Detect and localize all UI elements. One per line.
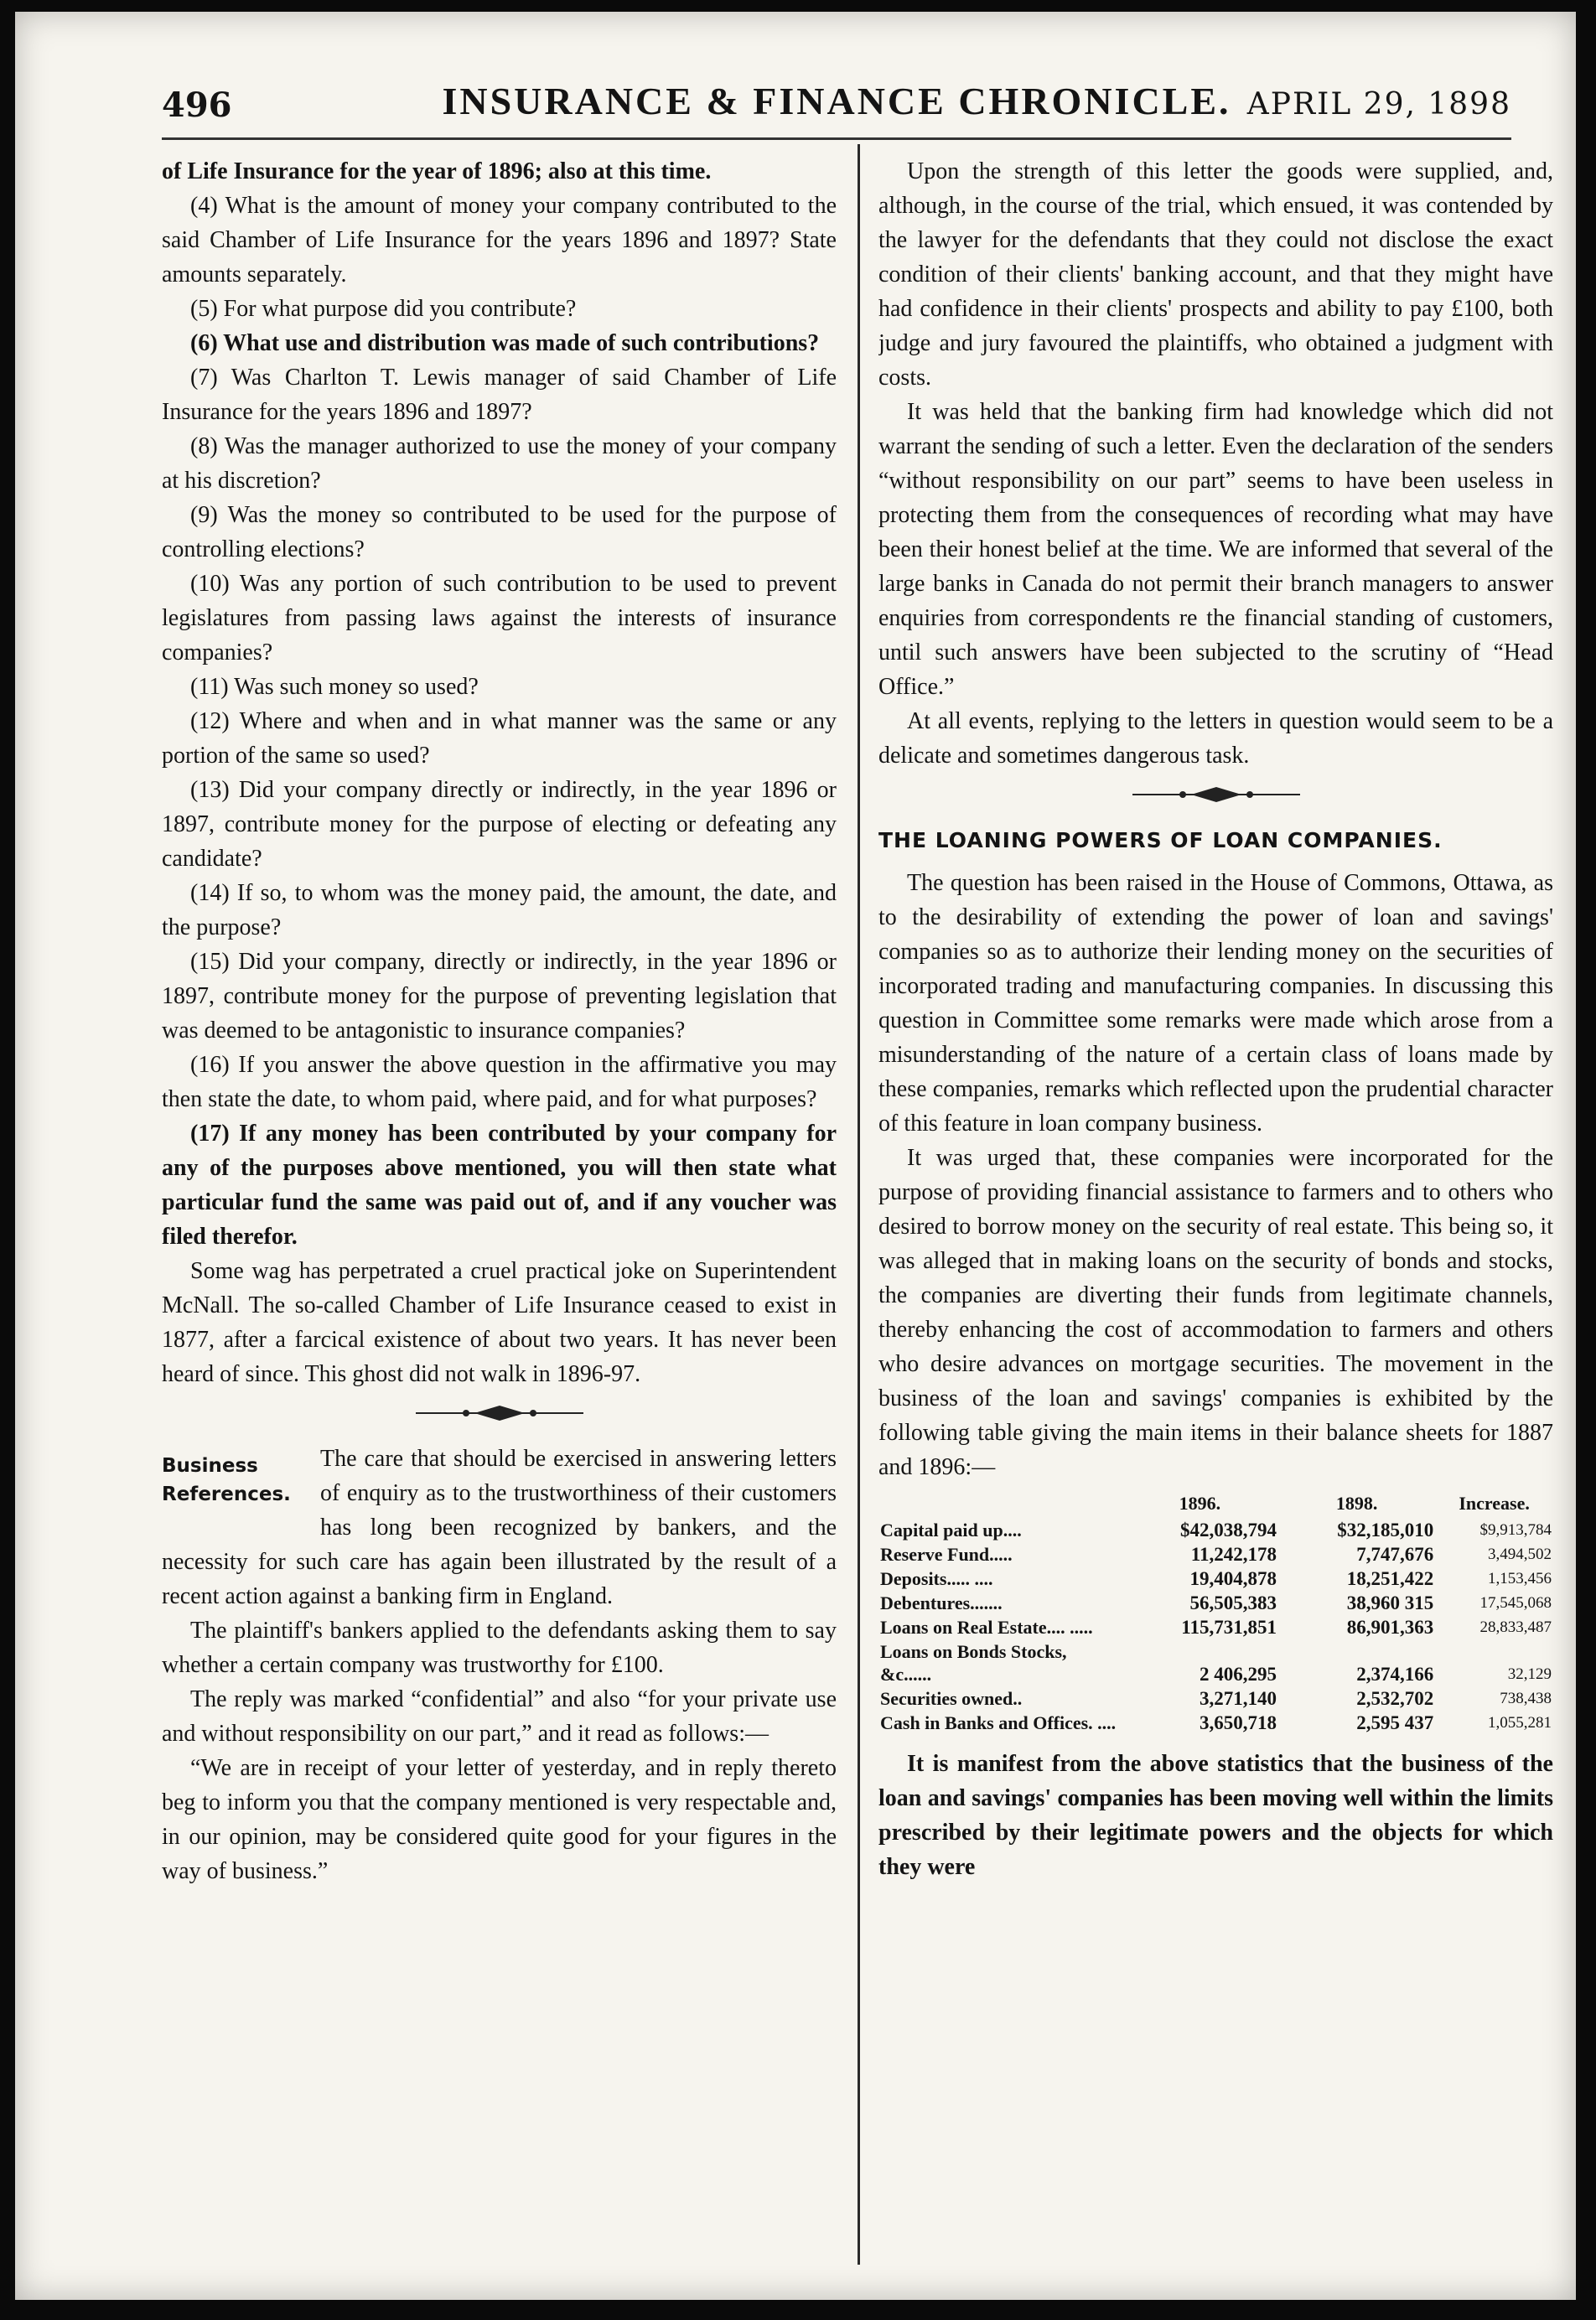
- balance-sheet-table: [878, 1491, 1553, 1735]
- header-rule: [162, 137, 1511, 140]
- cell-1896: 115,731,851: [1181, 1617, 1277, 1638]
- cell-1898: 7,747,676: [1356, 1544, 1434, 1565]
- table-row: [878, 1639, 1553, 1686]
- cell-increase: 3,494,502: [1488, 1546, 1552, 1563]
- question-10: (10) Was any portion of such contribution to be used to prevent legislatures from passing laws against the interests of insurance companies?: [162, 571, 837, 665]
- cell-1896: 11,242,178: [1190, 1544, 1277, 1565]
- question-9: (9) Was the money so contributed to be used for the purpose of controlling elections?: [162, 502, 837, 562]
- row-label: Securities owned..: [880, 1688, 1023, 1709]
- row-label: Deposits..... ....: [880, 1568, 993, 1589]
- question-14: (14) If so, to whom was the money paid, the amount, the date, and the purpose?: [162, 880, 837, 940]
- cell-increase: 1,153,456: [1488, 1570, 1552, 1587]
- table-row: [878, 1591, 1553, 1615]
- cell-1898: 18,251,422: [1346, 1568, 1434, 1589]
- running-title: INSURANCE & FINANCE CHRONICLE.: [442, 80, 1231, 122]
- cell-1898: $32,185,010: [1337, 1520, 1434, 1541]
- side-heading: [162, 1452, 308, 1509]
- paragraph: It is manifest from the above statistics that the business of the loan and savings' companies has been moving well within the limits prescribed by their legitimate powers and the objects for which they were: [878, 1751, 1553, 1880]
- row-label: Loans on Real Estate.... .....: [880, 1617, 1093, 1638]
- cell-increase: 32,129: [1507, 1665, 1552, 1683]
- table-header: 1896.: [1179, 1493, 1221, 1514]
- question-5: (5) For what purpose did you contribute?: [190, 296, 577, 322]
- table-header: 1898.: [1335, 1493, 1378, 1514]
- issue-date: APRIL 29, 1898: [1246, 87, 1511, 122]
- paragraph: At all events, replying to the letters in question would seem to be a delicate and sometimes dangerous task.: [878, 708, 1553, 769]
- cell-1898: 2,532,702: [1356, 1688, 1434, 1709]
- question-8: (8) Was the manager authorized to use the money of your company at his discretion?: [162, 433, 837, 494]
- side-heading-line-1: Business: [162, 1455, 258, 1477]
- question-13: (13) Did your company directly or indirectly, in the year 1896 or 1897, contribute money for the purpose of electing or defeating any candidate?: [162, 777, 837, 872]
- cell-1896: 56,505,383: [1189, 1592, 1277, 1613]
- row-label: Loans on Bonds Stocks, &c......: [880, 1641, 1067, 1685]
- quoted-letter: “We are in receipt of your letter of yesterday, and in reply thereto beg to inform you that the company mentioned is very respectable and, in our opinion, may be considered quite good for your figures in the way of business.”: [162, 1755, 837, 1884]
- row-label: Capital paid up....: [880, 1520, 1022, 1541]
- cell-increase: 1,055,281: [1488, 1714, 1552, 1732]
- section-title: THE LOANING POWERS OF LOAN COMPANIES.: [878, 828, 1443, 852]
- table-row: [878, 1615, 1553, 1639]
- table-row: [878, 1567, 1553, 1591]
- cell-1898: 2,595 437: [1356, 1712, 1434, 1733]
- table-header: Increase.: [1459, 1493, 1530, 1514]
- question-4: (4) What is the amount of money your company contributed to the said Chamber of Life Insurance for the years 1896 and 1897? State amounts separately.: [162, 193, 837, 287]
- cell-1896: 3,650,718: [1200, 1712, 1277, 1733]
- cell-increase: $9,913,784: [1479, 1521, 1552, 1539]
- paragraph: It was held that the banking firm had knowledge which did not warrant the sending of such a letter. Even the declaration of the senders “without responsibility on our part” seems to have been useless in protecting them from the consequences of recording what may have been their honest belief at the time. We are informed that several of the large banks in Canada do not permit their branch managers to answer enquiries from correspondents re the financial standing of customers, until such answers have been subjected to the scrutiny of “Head Office.”: [878, 399, 1553, 700]
- row-label: Debentures.......: [880, 1592, 1003, 1613]
- cell-increase: 17,545,068: [1479, 1594, 1552, 1612]
- question-12: (12) Where and when and in what manner was the same or any portion of the same so used?: [162, 708, 837, 769]
- wag-paragraph: Some wag has perpetrated a cruel practical joke on Superintendent McNall. The so-called Chamber of Life Insurance ceased to exist in 1877, after a farcical existence of about two years. It has never been heard of since. This ghost did not walk in 1896-97.: [162, 1258, 837, 1387]
- paragraph: The plaintiff's bankers applied to the defendants asking them to say whether a certain company was trustworthy for £100.: [162, 1618, 837, 1678]
- cell-increase: 28,833,487: [1479, 1618, 1552, 1636]
- cell-1898: 38,960 315: [1346, 1592, 1434, 1613]
- section-ornament-icon: [416, 1403, 583, 1423]
- paragraph: The reply was marked “confidential” and also “for your private use and without responsibility on our part,” and it read as follows:—: [162, 1686, 837, 1747]
- left-column: [162, 154, 837, 2258]
- table-row: [878, 1686, 1553, 1711]
- table-header: [878, 1491, 1122, 1518]
- cell-1898: 86,901,363: [1346, 1617, 1434, 1638]
- paragraph: Upon the strength of this letter the goods were supplied, and, although, in the course of the trial, which ensued, it was contended by the lawyer for the defendants that they could not disclose the exact condition of their clients' banking account, and that they might have had confidence in their clients' prospects and ability to pay £100, both judge and jury favoured the plaintiffs, who obtained a judgment with costs.: [878, 158, 1553, 391]
- table-row: [878, 1518, 1553, 1542]
- column-divider: [858, 144, 860, 2265]
- section-ornament-icon: [1132, 785, 1300, 805]
- row-label: Cash in Banks and Offices. ....: [880, 1712, 1117, 1733]
- right-column: [878, 154, 1553, 2258]
- table-row: [878, 1542, 1553, 1567]
- paragraph: The care that should be exercised in answering letters of enquiry as to the trustworthiness of their customers has long been recognized by bankers, and the necessity for such care has again been illustrated by the result of a recent action against a banking firm in England.: [162, 1446, 837, 1609]
- cell-1896: 3,271,140: [1200, 1688, 1277, 1709]
- side-heading-line-2: References.: [162, 1484, 291, 1505]
- question-7: (7) Was Charlton T. Lewis manager of said Chamber of Life Insurance for the years 1896 and 1897?: [162, 365, 837, 425]
- page-number: 496: [162, 85, 232, 125]
- paragraph: of Life Insurance for the year of 1896; also at this time.: [162, 158, 712, 184]
- paragraph: The question has been raised in the House of Commons, Ottawa, as to the desirability of extending the power of loan and savings' companies so as to authorize their lending money on the securities of incorporated trading and manufacturing companies. In discussing this question in Committee some remarks were made which arose from a misunderstanding of the nature of a certain class of loans made by these companies, remarks which reflected upon the prudential character of this feature in loan company business.: [878, 870, 1553, 1137]
- row-label: Reserve Fund.....: [880, 1544, 1013, 1565]
- question-17: (17) If any money has been contributed by your company for any of the purposes above mentioned, you will then state what particular fund the same was paid out of, and if any voucher was filed therefor.: [162, 1121, 837, 1250]
- table-row: [878, 1711, 1553, 1735]
- cell-increase: 738,438: [1500, 1690, 1552, 1707]
- paragraph: It was urged that, these companies were incorporated for the purpose of providing financial assistance to farmers and to others who desired to borrow money on the security of real estate. This being so, it was alleged that in making loans on the security of bonds and stocks, the companies are diverting their funds from legitimate channels, thereby enhancing the cost of accommodation to farmers and others who desire advances on mortgage securities. The movement in the business of the loan and savings' companies is exhibited by the following table giving the main items in their balance sheets for 1887 and 1896:—: [878, 1145, 1553, 1480]
- page-header: [162, 70, 1511, 129]
- question-15: (15) Did your company, directly or indirectly, in the year 1896 or 1897, contribute money for the purpose of preventing legislation that was deemed to be antagonistic to insurance companies?: [162, 949, 837, 1043]
- question-6: (6) What use and distribution was made of such contributions?: [190, 330, 820, 356]
- cell-1896: 19,404,878: [1189, 1568, 1277, 1589]
- cell-1898: 2,374,166: [1356, 1664, 1434, 1685]
- question-16: (16) If you answer the above question in the affirmative you may then state the date, to whom paid, where paid, and for what purposes?: [162, 1052, 837, 1112]
- cell-1896: $42,038,794: [1180, 1520, 1277, 1541]
- cell-1896: 2 406,295: [1200, 1664, 1277, 1685]
- business-references-section: [162, 1442, 837, 1613]
- table-header-row: [878, 1491, 1553, 1518]
- newspaper-page: [15, 12, 1576, 2300]
- question-11: (11) Was such money so used?: [190, 674, 479, 700]
